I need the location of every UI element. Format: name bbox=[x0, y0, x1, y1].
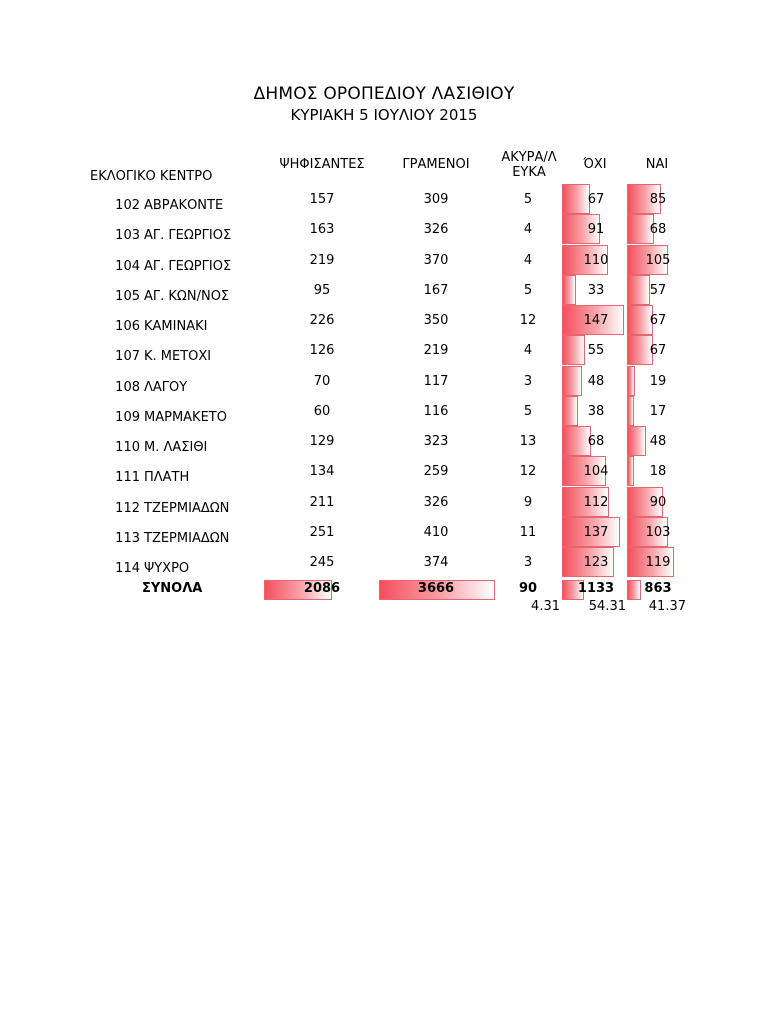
row-yes: 18 bbox=[649, 464, 667, 479]
row-name: Κ. ΜΕΤΟΧΙ bbox=[144, 349, 212, 364]
row-code: 106 bbox=[115, 319, 140, 334]
pct-no: 54.31 bbox=[588, 599, 626, 614]
row-registered: 326 bbox=[423, 222, 449, 237]
row-voted: 157 bbox=[309, 192, 335, 207]
row-code: 102 bbox=[115, 198, 140, 213]
row-voted: 60 bbox=[313, 404, 331, 419]
row-yes: 105 bbox=[645, 253, 671, 268]
header-voted: ΨΗΦΙΣΑΝΤΕΣ bbox=[279, 157, 365, 172]
row-registered: 219 bbox=[423, 343, 449, 358]
row-registered: 374 bbox=[423, 555, 449, 570]
row-invalid: 3 bbox=[523, 374, 533, 389]
row-no: 123 bbox=[583, 555, 609, 570]
row-invalid: 3 bbox=[523, 555, 533, 570]
row-voted: 163 bbox=[309, 222, 335, 237]
row-yes: 119 bbox=[645, 555, 671, 570]
row-registered: 116 bbox=[423, 404, 449, 419]
row-invalid: 5 bbox=[523, 283, 533, 298]
row-voted: 129 bbox=[309, 434, 335, 449]
row-no: 137 bbox=[583, 525, 609, 540]
row-invalid: 4 bbox=[523, 222, 533, 237]
row-no: 112 bbox=[583, 495, 609, 510]
row-invalid: 4 bbox=[523, 343, 533, 358]
row-no: 147 bbox=[583, 313, 609, 328]
row-no: 91 bbox=[587, 222, 605, 237]
row-name: ΠΛΑΤΗ bbox=[144, 470, 190, 485]
row-invalid: 12 bbox=[519, 464, 537, 479]
row-voted: 134 bbox=[309, 464, 335, 479]
header-invalid-line2: ΕΥΚΑ bbox=[512, 165, 546, 180]
page-title: ΔΗΜΟΣ ΟΡΟΠΕΔΙΟΥ ΛΑΣΙΘΙΟΥ bbox=[253, 84, 515, 104]
header-center: ΕΚΛΟΓΙΚΟ ΚΕΝΤΡΟ bbox=[90, 169, 213, 184]
header-registered: ΓΡΑΜΕΝΟΙ bbox=[402, 157, 470, 172]
row-voted: 211 bbox=[309, 495, 335, 510]
row-registered: 323 bbox=[423, 434, 449, 449]
row-no: 55 bbox=[587, 343, 605, 358]
row-voted: 126 bbox=[309, 343, 335, 358]
total-yes: 863 bbox=[644, 581, 672, 596]
pct-invalid: 4.31 bbox=[531, 599, 560, 614]
row-name: ΑΓ. ΚΩΝ/ΝΟΣ bbox=[144, 289, 230, 304]
row-yes: 48 bbox=[649, 434, 667, 449]
page-subtitle: ΚΥΡΙΑΚΗ 5 ΙΟΥΛΙΟΥ 2015 bbox=[290, 106, 478, 124]
row-code: 111 bbox=[115, 470, 140, 485]
row-registered: 117 bbox=[423, 374, 449, 389]
row-voted: 251 bbox=[309, 525, 335, 540]
row-voted: 219 bbox=[309, 253, 335, 268]
row-invalid: 5 bbox=[523, 192, 533, 207]
row-code: 114 bbox=[115, 561, 140, 576]
row-no: 104 bbox=[583, 464, 609, 479]
row-name: ΑΓ. ΓΕΩΡΓΙΟΣ bbox=[144, 259, 232, 274]
row-yes: 19 bbox=[649, 374, 667, 389]
row-code: 110 bbox=[115, 440, 140, 455]
row-code: 109 bbox=[115, 410, 140, 425]
row-invalid: 11 bbox=[519, 525, 537, 540]
row-name: ΚΑΜΙΝΑΚΙ bbox=[144, 319, 208, 334]
row-invalid: 5 bbox=[523, 404, 533, 419]
row-invalid: 13 bbox=[519, 434, 537, 449]
row-yes: 57 bbox=[649, 283, 667, 298]
row-registered: 259 bbox=[423, 464, 449, 479]
row-voted: 226 bbox=[309, 313, 335, 328]
total-invalid: 90 bbox=[518, 581, 538, 596]
header-invalid bbox=[490, 150, 568, 180]
row-invalid: 4 bbox=[523, 253, 533, 268]
header-no: ΌΧΙ bbox=[583, 157, 607, 172]
row-name: ΛΑΓΟΥ bbox=[144, 380, 188, 395]
row-registered: 350 bbox=[423, 313, 449, 328]
row-voted: 245 bbox=[309, 555, 335, 570]
total-no: 1133 bbox=[577, 581, 615, 596]
row-yes: 90 bbox=[649, 495, 667, 510]
row-registered: 370 bbox=[423, 253, 449, 268]
row-yes: 67 bbox=[649, 313, 667, 328]
row-no: 38 bbox=[587, 404, 605, 419]
row-name: ΑΒΡΑΚΟΝΤΕ bbox=[144, 198, 224, 213]
row-invalid: 9 bbox=[523, 495, 533, 510]
row-registered: 167 bbox=[423, 283, 449, 298]
row-code: 112 bbox=[115, 501, 140, 516]
row-no: 110 bbox=[583, 253, 609, 268]
row-voted: 70 bbox=[313, 374, 331, 389]
row-yes: 68 bbox=[649, 222, 667, 237]
row-name: ΤΖΕΡΜΙΑΔΩΝ bbox=[144, 501, 230, 516]
pct-yes: 41.37 bbox=[648, 599, 686, 614]
row-name: Μ. ΛΑΣΙΘΙ bbox=[144, 440, 208, 455]
row-yes: 17 bbox=[649, 404, 667, 419]
row-name: ΜΑΡΜΑΚΕΤΟ bbox=[144, 410, 227, 425]
header-invalid-line1: ΑΚΥΡΑ/Λ bbox=[501, 150, 557, 165]
row-code: 104 bbox=[115, 259, 140, 274]
row-registered: 410 bbox=[423, 525, 449, 540]
row-no: 48 bbox=[587, 374, 605, 389]
row-yes: 67 bbox=[649, 343, 667, 358]
total-voted: 2086 bbox=[303, 581, 341, 596]
row-yes: 103 bbox=[645, 525, 671, 540]
row-name: ΨΥΧΡΟ bbox=[144, 561, 190, 576]
row-yes: 85 bbox=[649, 192, 667, 207]
row-code: 113 bbox=[115, 531, 140, 546]
row-no: 68 bbox=[587, 434, 605, 449]
row-voted: 95 bbox=[313, 283, 331, 298]
row-invalid: 12 bbox=[519, 313, 537, 328]
row-registered: 309 bbox=[423, 192, 449, 207]
row-no: 33 bbox=[587, 283, 605, 298]
row-no: 67 bbox=[587, 192, 605, 207]
row-name: ΤΖΕΡΜΙΑΔΩΝ bbox=[144, 531, 230, 546]
row-registered: 326 bbox=[423, 495, 449, 510]
row-code: 108 bbox=[115, 380, 140, 395]
total-registered: 3666 bbox=[417, 581, 455, 596]
row-code: 107 bbox=[115, 349, 140, 364]
totals-label: ΣΥΝΟΛΑ bbox=[142, 581, 203, 596]
row-name: ΑΓ. ΓΕΩΡΓΙΟΣ bbox=[144, 228, 232, 243]
header-yes: ΝΑΙ bbox=[645, 157, 669, 172]
row-code: 105 bbox=[115, 289, 140, 304]
row-code: 103 bbox=[115, 228, 140, 243]
